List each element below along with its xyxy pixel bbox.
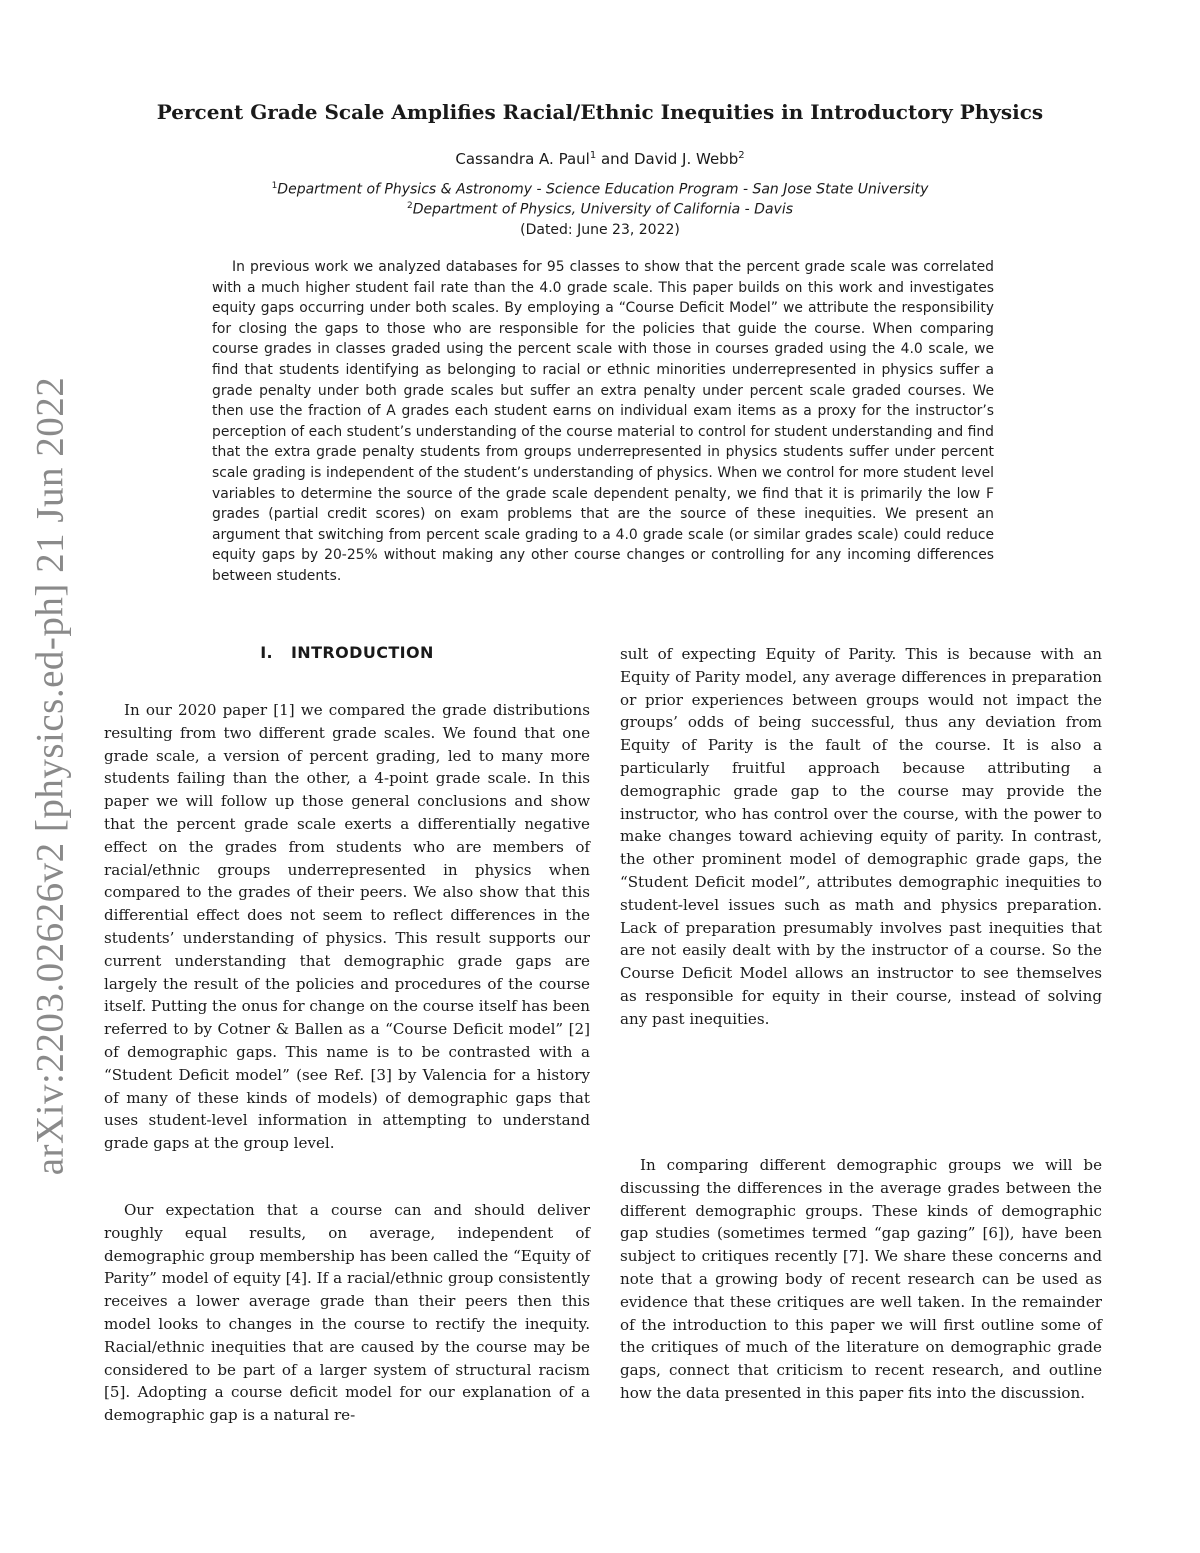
body-paragraph: In comparing different demographic groups we will be discussing the differences in the average grades between the different demographic groups. These kinds of demographic gap studies (sometimes termed “gap gazing” [6]), have been subject to critiques recently [7]. We share these concerns and note that a growing body of recent research can be used as evidence that these critiques are well taken. In the remainder of the introduction to this paper we will first outline some of the critiques of much of the literature on demographic grade gaps, connect that criticism to recent research, and outline how the data presented in this paper fits into the discussion. — [620, 1156, 1102, 1402]
author-line — [100, 150, 1100, 168]
affiliation-marker: 2 — [738, 150, 745, 161]
affiliation-marker: 1 — [271, 181, 278, 191]
affiliation-marker: 1 — [589, 150, 597, 161]
body-paragraph: In our 2020 paper [1] we compared the grade distributions resulting from two different grade scales. We found that one grade scale, a version of percent grading, led to many more students failing than the other, a 4-point grade scale. In this paper we will follow up those general conclusions and show that the percent grade scale exerts a differentially negative effect on the grades from students who are members of racial/ethnic groups underrepresented in physics when compared to the grades of their peers. We also show that this differential effect does not seem to reflect differences in the students’ understanding of physics. This result supports our current understanding that demographic grade gaps are largely the result of the policies and procedures of the course itself. Putting the onus for change on the course itself has been referred to by Cotner & Ballen as a “Course Deficit model” [2] of demographic gaps. This name is to be contrasted with a “Student Deficit model” (see Ref. [3] by Valencia for a history of many of these kinds of models) of demographic gaps that uses student-level information in attempting to understand grade gaps at the group level. — [104, 701, 590, 1153]
affiliation-marker: 2 — [406, 201, 413, 211]
body-column-left — [104, 1199, 590, 1427]
author-name: David J. Webb — [633, 150, 739, 168]
section-title: INTRODUCTION — [290, 643, 434, 662]
affiliation — [100, 201, 1100, 218]
section-number: I. — [260, 643, 274, 662]
body-paragraph: sult of expecting Equity of Parity. This is because with an Equity of Parity model, any average differences in preparation or prior experiences between groups would not impact the groups’ odds of being successful, thus any deviation from Equity of Parity is the fault of the course. It is also a particularly fruitful approach because attributing a demographic grade gap to the course may provide the instructor, who has control over the course, with the power to make changes toward achieving equity of parity. In contrast, the other prominent model of demographic grade gaps, the “Student Deficit model”, attributes demographic inequities to student-level issues such as math and physics preparation. Lack of preparation presumably involves past inequities that are not easily dealt with by the instructor of a course. So the Course Deficit Model allows an instructor to see themselves as responsible for equity in their course, instead of solving any past inequities. — [620, 645, 1102, 1028]
body-column-right — [620, 1154, 1102, 1405]
dated-line: (Dated: June 23, 2022) — [520, 222, 680, 238]
abstract: In previous work we analyzed databases for 95 classes to show that the percent grade scale was correlated with a much higher student fail rate than the 4.0 grade scale. This paper builds on this work and investigates equity gaps occurring under both scales. By employing a “Course Deficit Model” we attribute the responsibility for closing the gaps to those who are responsible for the policies that guide the course. When comparing course grades in classes graded using the percent scale with those in courses graded using the 4.0 scale, we find that students identifying as belonging to racial or ethnic minorities underrepresented in physics suffer a grade penalty under both grade scales but suffer an extra penalty under percent scale graded courses. We then use the fraction of A grades each student earns on individual exam items as a proxy for the instructor’s perception of each student’s understanding of the course material to control for student understanding and find that the extra grade penalty students from groups underrepresented in physics students suffer under percent scale grading is independent of the student’s understanding of physics. When we control for more student level variables to determine the source of the grade scale dependent penalty, we find that it is primarily the low F grades (partial credit scores) on exam problems that are the source of these inequities. We present an argument that switching from percent scale grading to a 4.0 grade scale (or similar grades scale) could reduce equity gaps by 20-25% without making any other course changes or controlling for any incoming differences between students. — [212, 259, 994, 584]
affiliation-text: Department of Physics, University of California - Davis — [412, 201, 794, 218]
author-joiner: and — [596, 150, 634, 168]
body-paragraph: Our expectation that a course can and should deliver roughly equal results, on average, independent of demographic group membership has been called the “Equity of Parity” model of equity [4]. If a racial/ethnic group consistently receives a lower average grade than their peers then this model looks to changes in the course to rectify the inequity. Racial/ethnic inequities that are caused by the course may be considered to be part of a larger system of structural racism [5]. Adopting a course deficit model for our explanation of a demographic gap is a natural re- — [104, 1201, 590, 1425]
affiliation — [100, 181, 1100, 198]
author-name: Cassandra A. Paul — [455, 150, 590, 168]
body-column-left — [104, 699, 590, 1155]
body-column-right — [620, 643, 1102, 1031]
affiliation-text: Department of Physics & Astronomy - Science Education Program - San Jose State University — [277, 181, 929, 198]
section-heading — [104, 643, 590, 662]
paper-title: Percent Grade Scale Amplifies Racial/Ethnic Inequities in Introductory Physics — [156, 100, 1044, 124]
arxiv-identifier-stamp: arXiv:2203.02626v2 [physics.ed-ph] 21 Jun 2022 — [28, 376, 72, 1176]
